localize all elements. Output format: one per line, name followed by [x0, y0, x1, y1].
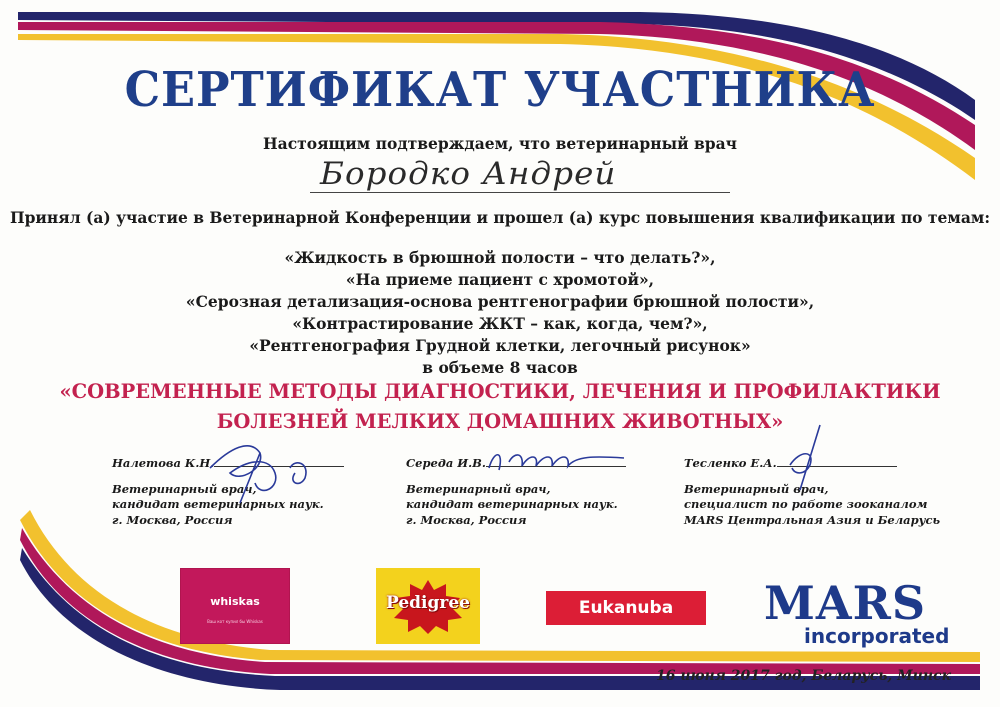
topic-item: «Рентгенография Грудной клетки, легочный рисунок»	[249, 336, 751, 355]
mars-logo-text: MARS	[764, 576, 927, 630]
topic-item: «На приеме пациент с хромотой»,	[345, 270, 655, 289]
whiskas-logo-text: whiskas	[210, 595, 260, 608]
signature-1	[200, 428, 340, 508]
signatory-title: MARS Центральная Азия и Беларусь	[684, 512, 941, 527]
hours-text: в объеме 8 часов	[422, 358, 578, 377]
intro-text: Настоящим подтверждаем, что ветеринарный врач	[263, 134, 737, 153]
program-title-line2: БОЛЕЗНЕЙ МЕЛКИХ ДОМАШНИХ ЖИВОТНЫХ»	[216, 410, 784, 433]
eukanuba-logo	[546, 591, 706, 625]
pedigree-logo-text: Pedigree	[386, 593, 470, 613]
signatory-title: специалист по работе зооканалом	[684, 497, 928, 512]
topic-item: «Серозная детализация-основа рентгенографии брюшной полости»,	[185, 292, 815, 311]
participant-name-line	[310, 156, 730, 193]
signatory-name: Тесленко Е.А.	[684, 456, 777, 470]
mars-logo-subtext: incorporated	[804, 624, 950, 648]
pedigree-logo	[376, 568, 480, 644]
signatory-title: Ветеринарный врач,	[684, 481, 829, 496]
signatory-title: Ветеринарный врач,	[112, 481, 257, 496]
certificate-title: СЕРТИФИКАТ УЧАСТНИКА	[124, 62, 876, 118]
participation-text: Принял (а) участие в Ветеринарной Конференции и прошел (а) курс повышения квалификации по темам:	[9, 208, 991, 227]
signatory-name: Налетова К.Н.	[112, 456, 215, 470]
eukanuba-logo-text: Eukanuba	[578, 598, 674, 618]
signatory-title: г. Москва, Россия	[112, 512, 233, 527]
signatory-title: кандидат ветеринарных наук.	[406, 497, 618, 512]
signature-3	[770, 420, 840, 500]
signatory-title: Ветеринарный врач,	[406, 481, 551, 496]
signatory-title: кандидат ветеринарных наук.	[112, 497, 324, 512]
signatory-title: г. Москва, Россия	[406, 512, 527, 527]
date-place: 16 июня 2017 год, Беларусь, Минск	[656, 668, 952, 684]
program-title-line1: «СОВРЕМЕННЫЕ МЕТОДЫ ДИАГНОСТИКИ, ЛЕЧЕНИЯ И ПРОФИЛАКТИКИ	[59, 380, 941, 403]
topic-item: «Жидкость в брюшной полости – что делать?»,	[284, 248, 716, 267]
participant-name: Бородко Андрей	[320, 156, 617, 192]
whiskas-logo	[180, 568, 290, 644]
signatory-name: Середа И.В.	[406, 456, 486, 470]
signature-2	[484, 440, 634, 480]
whiskas-tagline: Ваш кот купил бы Whiskas	[207, 619, 263, 624]
mars-logo	[758, 576, 950, 650]
topic-item: «Контрастирование ЖКТ – как, когда, чем?»,	[292, 314, 708, 333]
